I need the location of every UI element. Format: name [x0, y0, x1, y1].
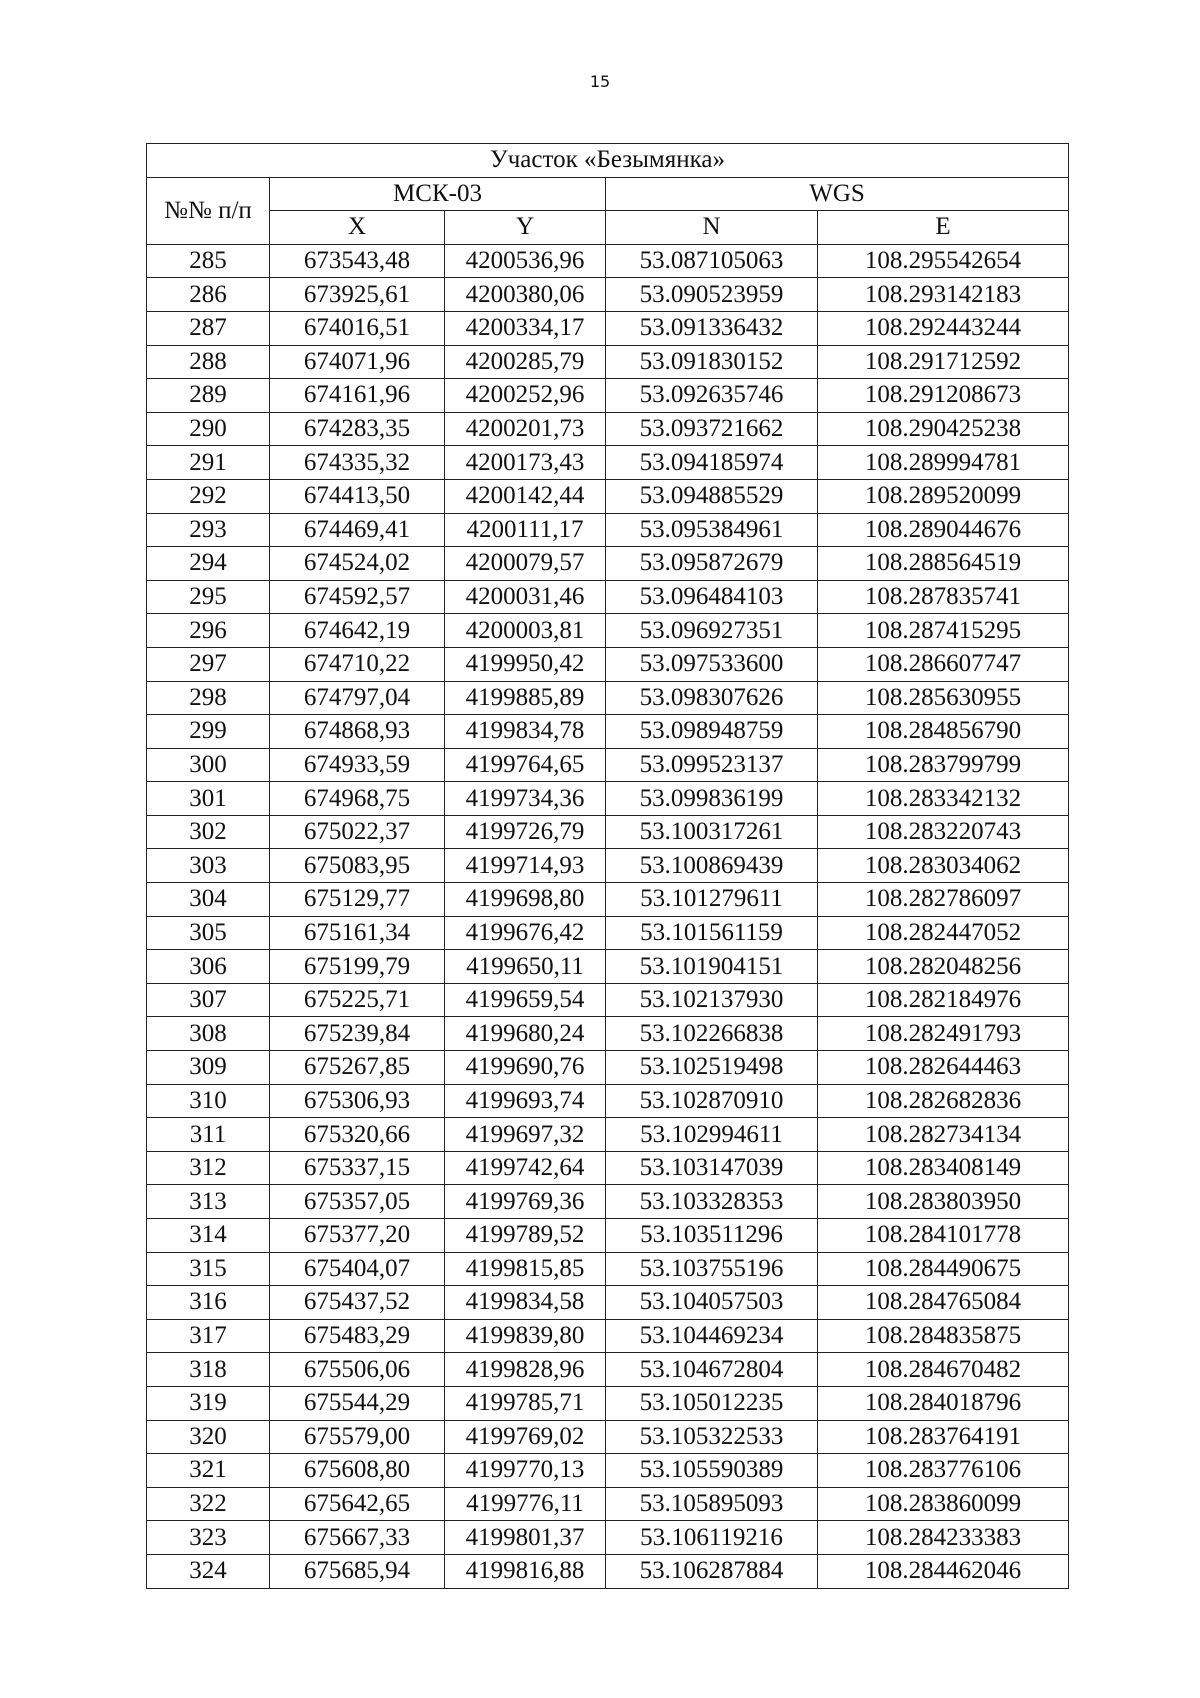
n-cell: 53.096484103 — [606, 580, 818, 614]
table-row — [147, 681, 1069, 715]
page-number: 15 — [589, 72, 611, 91]
e-cell: 108.283408149 — [818, 1151, 1069, 1185]
e-cell: 108.282184976 — [818, 983, 1069, 1017]
e-cell: 108.289044676 — [818, 513, 1069, 547]
y-cell: 4200252,96 — [445, 379, 606, 413]
x-cell: 675437,52 — [270, 1286, 445, 1320]
point-number-cell: 289 — [147, 379, 270, 413]
table-row — [147, 1386, 1069, 1420]
y-cell: 4200536,96 — [445, 244, 606, 278]
n-cell: 53.105012235 — [606, 1386, 818, 1420]
point-number-cell: 313 — [147, 1185, 270, 1219]
y-cell: 4199742,64 — [445, 1151, 606, 1185]
point-number-cell: 309 — [147, 1051, 270, 1085]
x-cell: 675544,29 — [270, 1386, 445, 1420]
e-cell: 108.283803950 — [818, 1185, 1069, 1219]
y-cell: 4199815,85 — [445, 1252, 606, 1286]
n-cell: 53.102137930 — [606, 983, 818, 1017]
table-row — [147, 311, 1069, 345]
table-row — [147, 1084, 1069, 1118]
y-cell: 4199770,13 — [445, 1454, 606, 1488]
n-cell: 53.101279611 — [606, 883, 818, 917]
x-cell: 675404,07 — [270, 1252, 445, 1286]
n-cell: 53.103328353 — [606, 1185, 818, 1219]
y-cell: 4199839,80 — [445, 1319, 606, 1353]
table-header — [147, 144, 1069, 245]
point-number-cell: 308 — [147, 1017, 270, 1051]
table-row — [147, 983, 1069, 1017]
point-number-cell: 303 — [147, 849, 270, 883]
col-x-header: X — [270, 211, 445, 245]
table-row — [147, 1051, 1069, 1085]
table-row — [147, 950, 1069, 984]
n-cell: 53.103147039 — [606, 1151, 818, 1185]
group-wgs-header: WGS — [606, 177, 1069, 211]
x-cell: 674469,41 — [270, 513, 445, 547]
table-row — [147, 513, 1069, 547]
y-cell: 4199650,11 — [445, 950, 606, 984]
y-cell: 4200111,17 — [445, 513, 606, 547]
point-number-cell: 288 — [147, 345, 270, 379]
n-cell: 53.106287884 — [606, 1554, 818, 1588]
e-cell: 108.295542654 — [818, 244, 1069, 278]
table-row — [147, 815, 1069, 849]
y-cell: 4199769,02 — [445, 1420, 606, 1454]
n-cell: 53.104672804 — [606, 1353, 818, 1387]
n-cell: 53.093721662 — [606, 412, 818, 446]
table-row — [147, 244, 1069, 278]
x-cell: 675239,84 — [270, 1017, 445, 1051]
table-row — [147, 479, 1069, 513]
table-row — [147, 614, 1069, 648]
point-number-cell: 294 — [147, 547, 270, 581]
x-cell: 675642,65 — [270, 1487, 445, 1521]
e-cell: 108.293142183 — [818, 278, 1069, 312]
y-cell: 4199697,32 — [445, 1118, 606, 1152]
col-e-header: E — [818, 211, 1069, 245]
n-cell: 53.100317261 — [606, 815, 818, 849]
y-cell: 4199789,52 — [445, 1219, 606, 1253]
y-cell: 4199764,65 — [445, 748, 606, 782]
point-number-cell: 322 — [147, 1487, 270, 1521]
e-cell: 108.291208673 — [818, 379, 1069, 413]
e-cell: 108.283860099 — [818, 1487, 1069, 1521]
table-row — [147, 547, 1069, 581]
point-number-cell: 292 — [147, 479, 270, 513]
group-header-row — [147, 177, 1069, 211]
e-cell: 108.283799799 — [818, 748, 1069, 782]
x-cell: 675083,95 — [270, 849, 445, 883]
y-cell: 4200031,46 — [445, 580, 606, 614]
table-row — [147, 1185, 1069, 1219]
point-number-cell: 310 — [147, 1084, 270, 1118]
point-number-cell: 307 — [147, 983, 270, 1017]
y-cell: 4200334,17 — [445, 311, 606, 345]
table-row — [147, 446, 1069, 480]
n-cell: 53.094885529 — [606, 479, 818, 513]
point-number-cell: 293 — [147, 513, 270, 547]
point-number-cell: 301 — [147, 782, 270, 816]
table-row — [147, 1219, 1069, 1253]
point-number-cell: 291 — [147, 446, 270, 480]
column-header-row — [147, 211, 1069, 245]
point-number-cell: 323 — [147, 1521, 270, 1555]
point-number-cell: 295 — [147, 580, 270, 614]
y-cell: 4199776,11 — [445, 1487, 606, 1521]
y-cell: 4199785,71 — [445, 1386, 606, 1420]
n-cell: 53.087105063 — [606, 244, 818, 278]
table-row — [147, 1521, 1069, 1555]
y-cell: 4199828,96 — [445, 1353, 606, 1387]
table-row — [147, 1554, 1069, 1588]
point-number-cell: 317 — [147, 1319, 270, 1353]
y-cell: 4199693,74 — [445, 1084, 606, 1118]
n-cell: 53.105895093 — [606, 1487, 818, 1521]
e-cell: 108.285630955 — [818, 681, 1069, 715]
e-cell: 108.284490675 — [818, 1252, 1069, 1286]
n-cell: 53.094185974 — [606, 446, 818, 480]
y-cell: 4199950,42 — [445, 647, 606, 681]
x-cell: 675199,79 — [270, 950, 445, 984]
y-cell: 4199714,93 — [445, 849, 606, 883]
n-cell: 53.091830152 — [606, 345, 818, 379]
n-cell: 53.101904151 — [606, 950, 818, 984]
n-cell: 53.102994611 — [606, 1118, 818, 1152]
x-cell: 675337,15 — [270, 1151, 445, 1185]
x-cell: 675161,34 — [270, 916, 445, 950]
x-cell: 675483,29 — [270, 1319, 445, 1353]
e-cell: 108.287835741 — [818, 580, 1069, 614]
y-cell: 4200173,43 — [445, 446, 606, 480]
x-cell: 673543,48 — [270, 244, 445, 278]
e-cell: 108.284670482 — [818, 1353, 1069, 1387]
y-cell: 4199690,76 — [445, 1051, 606, 1085]
e-cell: 108.283034062 — [818, 849, 1069, 883]
n-cell: 53.103511296 — [606, 1219, 818, 1253]
point-number-cell: 285 — [147, 244, 270, 278]
x-cell: 674642,19 — [270, 614, 445, 648]
col-n-header: N — [606, 211, 818, 245]
e-cell: 108.292443244 — [818, 311, 1069, 345]
e-cell: 108.284233383 — [818, 1521, 1069, 1555]
e-cell: 108.284101778 — [818, 1219, 1069, 1253]
point-number-cell: 320 — [147, 1420, 270, 1454]
point-number-cell: 298 — [147, 681, 270, 715]
n-cell: 53.102519498 — [606, 1051, 818, 1085]
x-cell: 674071,96 — [270, 345, 445, 379]
n-cell: 53.105322533 — [606, 1420, 818, 1454]
table-row — [147, 849, 1069, 883]
point-number-cell: 290 — [147, 412, 270, 446]
x-cell: 675306,93 — [270, 1084, 445, 1118]
n-cell: 53.095384961 — [606, 513, 818, 547]
x-cell: 674968,75 — [270, 782, 445, 816]
e-cell: 108.289520099 — [818, 479, 1069, 513]
point-number-cell: 302 — [147, 815, 270, 849]
e-cell: 108.284856790 — [818, 715, 1069, 749]
table-row — [147, 916, 1069, 950]
n-cell: 53.096927351 — [606, 614, 818, 648]
e-cell: 108.286607747 — [818, 647, 1069, 681]
n-cell: 53.092635746 — [606, 379, 818, 413]
n-cell: 53.099836199 — [606, 782, 818, 816]
e-cell: 108.291712592 — [818, 345, 1069, 379]
table-title: Участок «Безымянка» — [147, 144, 1069, 178]
n-cell: 53.099523137 — [606, 748, 818, 782]
point-number-cell: 286 — [147, 278, 270, 312]
n-cell: 53.100869439 — [606, 849, 818, 883]
x-cell: 674335,32 — [270, 446, 445, 480]
x-cell: 675225,71 — [270, 983, 445, 1017]
point-number-cell: 311 — [147, 1118, 270, 1152]
y-cell: 4199801,37 — [445, 1521, 606, 1555]
y-cell: 4199659,54 — [445, 983, 606, 1017]
x-cell: 675357,05 — [270, 1185, 445, 1219]
n-cell: 53.097533600 — [606, 647, 818, 681]
x-cell: 674933,59 — [270, 748, 445, 782]
e-cell: 108.282048256 — [818, 950, 1069, 984]
table-row — [147, 1252, 1069, 1286]
point-number-cell: 300 — [147, 748, 270, 782]
table-row — [147, 1487, 1069, 1521]
e-cell: 108.284765084 — [818, 1286, 1069, 1320]
table-row — [147, 647, 1069, 681]
table-row — [147, 1454, 1069, 1488]
group-msk-header: МСК-03 — [270, 177, 606, 211]
n-cell: 53.103755196 — [606, 1252, 818, 1286]
x-cell: 674592,57 — [270, 580, 445, 614]
n-cell: 53.105590389 — [606, 1454, 818, 1488]
e-cell: 108.282682836 — [818, 1084, 1069, 1118]
coordinates-table — [146, 143, 1069, 1589]
table-body — [147, 244, 1069, 1588]
point-number-cell: 314 — [147, 1219, 270, 1253]
e-cell: 108.289994781 — [818, 446, 1069, 480]
table-row — [147, 412, 1069, 446]
y-cell: 4200380,06 — [445, 278, 606, 312]
e-cell: 108.284462046 — [818, 1554, 1069, 1588]
n-cell: 53.106119216 — [606, 1521, 818, 1555]
col-num-header: №№ п/п — [147, 177, 270, 244]
y-cell: 4200201,73 — [445, 412, 606, 446]
table-row — [147, 1420, 1069, 1454]
n-cell: 53.102870910 — [606, 1084, 818, 1118]
n-cell: 53.090523959 — [606, 278, 818, 312]
n-cell: 53.098307626 — [606, 681, 818, 715]
n-cell: 53.091336432 — [606, 311, 818, 345]
y-cell: 4200003,81 — [445, 614, 606, 648]
y-cell: 4199816,88 — [445, 1554, 606, 1588]
x-cell: 674161,96 — [270, 379, 445, 413]
e-cell: 108.283776106 — [818, 1454, 1069, 1488]
table-row — [147, 1017, 1069, 1051]
y-cell: 4199834,58 — [445, 1286, 606, 1320]
x-cell: 675506,06 — [270, 1353, 445, 1387]
point-number-cell: 324 — [147, 1554, 270, 1588]
x-cell: 674413,50 — [270, 479, 445, 513]
n-cell: 53.101561159 — [606, 916, 818, 950]
e-cell: 108.283764191 — [818, 1420, 1069, 1454]
table-row — [147, 883, 1069, 917]
x-cell: 674524,02 — [270, 547, 445, 581]
title-row — [147, 144, 1069, 178]
y-cell: 4199769,36 — [445, 1185, 606, 1219]
e-cell: 108.282734134 — [818, 1118, 1069, 1152]
table-row — [147, 1151, 1069, 1185]
point-number-cell: 319 — [147, 1386, 270, 1420]
x-cell: 675320,66 — [270, 1118, 445, 1152]
x-cell: 673925,61 — [270, 278, 445, 312]
y-cell: 4199676,42 — [445, 916, 606, 950]
e-cell: 108.283220743 — [818, 815, 1069, 849]
point-number-cell: 304 — [147, 883, 270, 917]
x-cell: 675022,37 — [270, 815, 445, 849]
x-cell: 674016,51 — [270, 311, 445, 345]
table-row — [147, 379, 1069, 413]
table-row — [147, 1319, 1069, 1353]
e-cell: 108.284018796 — [818, 1386, 1069, 1420]
e-cell: 108.282644463 — [818, 1051, 1069, 1085]
y-cell: 4199726,79 — [445, 815, 606, 849]
y-cell: 4199885,89 — [445, 681, 606, 715]
x-cell: 675608,80 — [270, 1454, 445, 1488]
table-row — [147, 748, 1069, 782]
x-cell: 675685,94 — [270, 1554, 445, 1588]
point-number-cell: 321 — [147, 1454, 270, 1488]
e-cell: 108.284835875 — [818, 1319, 1069, 1353]
point-number-cell: 299 — [147, 715, 270, 749]
e-cell: 108.282447052 — [818, 916, 1069, 950]
n-cell: 53.098948759 — [606, 715, 818, 749]
n-cell: 53.095872679 — [606, 547, 818, 581]
point-number-cell: 312 — [147, 1151, 270, 1185]
y-cell: 4200142,44 — [445, 479, 606, 513]
x-cell: 674710,22 — [270, 647, 445, 681]
n-cell: 53.104057503 — [606, 1286, 818, 1320]
x-cell: 674797,04 — [270, 681, 445, 715]
x-cell: 675579,00 — [270, 1420, 445, 1454]
table-row — [147, 715, 1069, 749]
e-cell: 108.290425238 — [818, 412, 1069, 446]
point-number-cell: 318 — [147, 1353, 270, 1387]
point-number-cell: 316 — [147, 1286, 270, 1320]
y-cell: 4199698,80 — [445, 883, 606, 917]
y-cell: 4199734,36 — [445, 782, 606, 816]
table-row — [147, 580, 1069, 614]
n-cell: 53.102266838 — [606, 1017, 818, 1051]
point-number-cell: 287 — [147, 311, 270, 345]
x-cell: 675377,20 — [270, 1219, 445, 1253]
table-row — [147, 782, 1069, 816]
point-number-cell: 306 — [147, 950, 270, 984]
e-cell: 108.282491793 — [818, 1017, 1069, 1051]
table-row — [147, 345, 1069, 379]
table-row — [147, 1118, 1069, 1152]
table-row — [147, 1286, 1069, 1320]
col-y-header: Y — [445, 211, 606, 245]
e-cell: 108.282786097 — [818, 883, 1069, 917]
point-number-cell: 297 — [147, 647, 270, 681]
x-cell: 674868,93 — [270, 715, 445, 749]
point-number-cell: 315 — [147, 1252, 270, 1286]
x-cell: 675267,85 — [270, 1051, 445, 1085]
e-cell: 108.283342132 — [818, 782, 1069, 816]
y-cell: 4200285,79 — [445, 345, 606, 379]
point-number-cell: 305 — [147, 916, 270, 950]
point-number-cell: 296 — [147, 614, 270, 648]
e-cell: 108.287415295 — [818, 614, 1069, 648]
x-cell: 675129,77 — [270, 883, 445, 917]
n-cell: 53.104469234 — [606, 1319, 818, 1353]
e-cell: 108.288564519 — [818, 547, 1069, 581]
y-cell: 4200079,57 — [445, 547, 606, 581]
table-row — [147, 278, 1069, 312]
table-row — [147, 1353, 1069, 1387]
y-cell: 4199680,24 — [445, 1017, 606, 1051]
x-cell: 674283,35 — [270, 412, 445, 446]
y-cell: 4199834,78 — [445, 715, 606, 749]
x-cell: 675667,33 — [270, 1521, 445, 1555]
